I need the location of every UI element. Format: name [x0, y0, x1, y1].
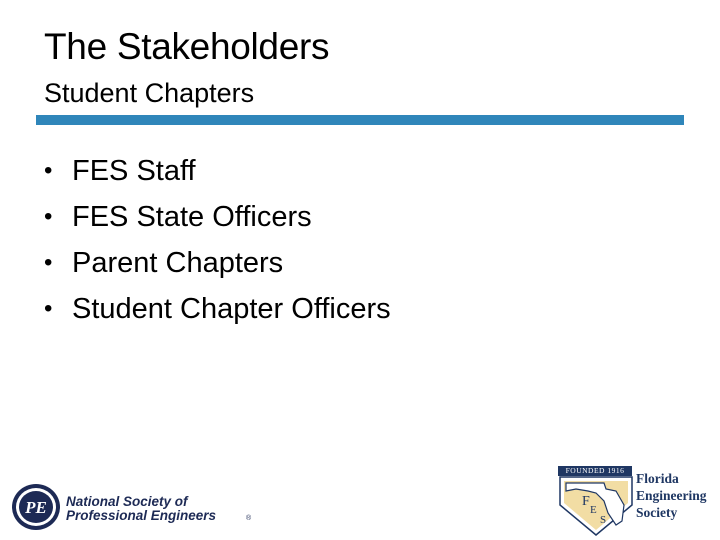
- nspe-seal-icon: [10, 482, 62, 532]
- fes-monogram-e: E: [590, 504, 597, 516]
- bullet-text: Student Chapter Officers: [72, 293, 391, 325]
- nspe-wordmark: [66, 495, 216, 523]
- bullet-marker: •: [44, 203, 53, 230]
- list-item: [44, 286, 391, 332]
- bullet-marker: •: [44, 249, 53, 276]
- nspe-name-line1: National Society of: [66, 494, 188, 509]
- list-item: [44, 148, 391, 194]
- fes-name-line3: Society: [636, 505, 678, 520]
- fes-monogram-s: S: [600, 514, 607, 526]
- fes-logo: [558, 466, 718, 536]
- bullet-marker: •: [44, 295, 53, 322]
- list-item: [44, 194, 391, 240]
- bullet-text: FES State Officers: [72, 201, 312, 233]
- bullet-list: [44, 148, 391, 332]
- title-divider-rule: [36, 115, 684, 125]
- fes-name-line2: Engineering: [636, 488, 707, 503]
- slide-title: The Stakeholders: [44, 26, 330, 67]
- bullet-text: Parent Chapters: [72, 247, 284, 279]
- slide-subtitle: Student Chapters: [44, 78, 255, 108]
- fes-wordmark: [636, 470, 707, 521]
- list-item: [44, 240, 391, 286]
- nspe-monogram: PE: [25, 498, 47, 517]
- fes-founded-banner: FOUNDED 1916: [558, 466, 632, 476]
- fes-name-line1: Florida: [636, 471, 679, 486]
- fes-monogram-f: F: [582, 494, 590, 509]
- bullet-text: FES Staff: [72, 155, 196, 187]
- nspe-logo: [10, 482, 250, 532]
- nspe-name-line2: Professional Engineers: [66, 508, 217, 523]
- bullet-marker: •: [44, 157, 53, 184]
- registered-mark: ®: [246, 515, 252, 522]
- fes-florida-emblem-icon: [558, 475, 634, 537]
